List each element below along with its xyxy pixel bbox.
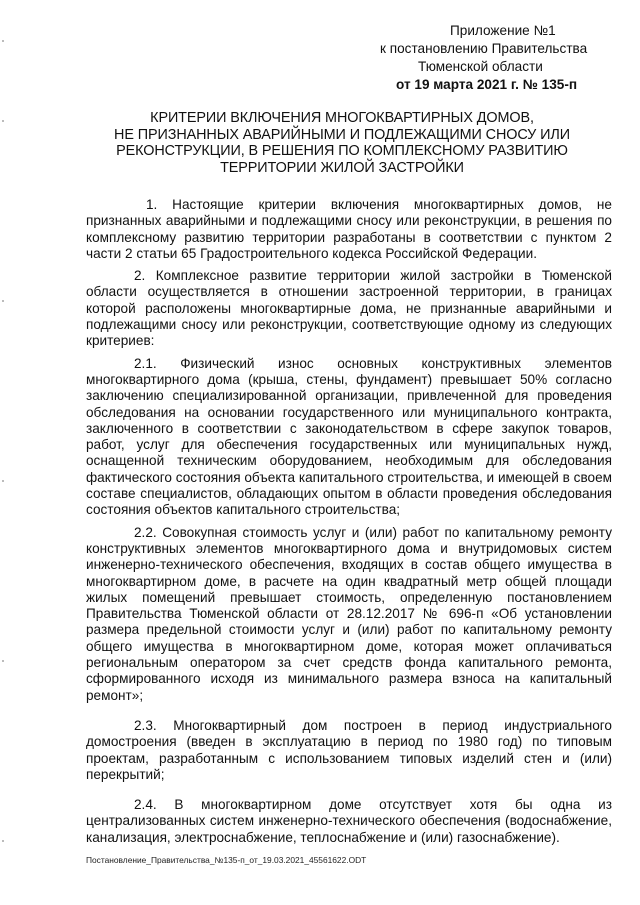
- title-line: ТЕРРИТОРИИ ЖИЛОЙ ЗАСТРОЙКИ: [220, 159, 464, 176]
- title-line: РЕКОНСТРУКЦИИ, В РЕШЕНИЯ ПО КОМПЛЕКСНОМУ РАЗВИТИЮ: [116, 143, 568, 159]
- appendix-date: от 19 марта 2021 г. № 135-п: [396, 77, 578, 92]
- appendix-region: Тюменской области: [418, 59, 543, 74]
- scan-mark: [2, 120, 4, 122]
- paragraph-2-4: 2.4. В многоквартирном доме отсутствует хотя бы одна из централизованных систем инженерно-технического обеспечения (водоснабжение, канализация, электроснабжение, теплоснабжение и (или) газоснабжение).: [86, 797, 612, 845]
- paragraph-2-1: 2.1. Физический износ основных конструктивных элементов многоквартирного дома (крыша, стены, фундамент) превышает 50% согласно заключению специализированной организации, привлеченной для проведения обследования на основании государственного или муниципального контракта, заключенного в соответствии с законодательством в сфере закупок товаров, работ, услуг для обеспечения государственных или муниципальных нужд, оснащенной техническим оборудованием, необходимым для обследования фактического состояния объекта капитального строительства, и имеющей в своем составе специалистов, обладающих опытом в области проведения обследования состояния объектов капитального строительства;: [86, 355, 612, 518]
- document-title: [86, 110, 598, 176]
- appendix-number: Приложение №1: [450, 23, 556, 38]
- appendix-resolution: к постановлению Правительства: [380, 41, 588, 56]
- scan-mark: [2, 840, 4, 842]
- paragraph-2-3: 2.3. Многоквартирный дом построен в период индустриального домостроения (введен в эксплуатацию в период по 1980 год) по типовым проектам, разработанным с использованием типовых изделий стен и (или) перекрытий;: [86, 717, 612, 782]
- appendix-header: [370, 22, 610, 94]
- paragraph-2-2: 2.2. Совокупная стоимость услуг и (или) работ по капитальному ремонту конструктивных элементов многоквартирного дома и внутридомовых систем инженерно-технического обеспечения, входящих в состав общего имущества в многоквартирном доме, в расчете на один квадратный метр общей площади жилых помещений превышает стоимость, определенную постановлением Правительства Тюменской области от 28.12.2017 № 696-п «Об установлении размера предельной стоимости услуг и (или) работ по капитальному ремонту общего имущества в многоквартирном доме, которая может оплачиваться региональным оператором за счет средств фонда капитального ремонта, сформированного исходя из минимального размера взноса на капитальный ремонт»;: [86, 524, 612, 703]
- scan-mark: [2, 40, 4, 42]
- paragraph-1: 1. Настоящие критерии включения многоквартирных домов, не признанных аварийными и подлежащими сносу или реконструкции, в решения по комплексному развитию территории разработаны в соответствии с пунктом 2 части 2 статьи 65 Градостроительного кодекса Российской Федерации.: [86, 197, 612, 261]
- scan-mark: [2, 300, 4, 302]
- scan-mark: [2, 660, 4, 662]
- title-line: КРИТЕРИИ ВКЛЮЧЕНИЯ МНОГОКВАРТИРНЫХ ДОМОВ,: [150, 110, 534, 126]
- document-body: [86, 197, 612, 852]
- paragraph-2: 2. Комплексное развитие территории жилой застройки в Тюменской области осуществляется в отношении застроенной территории, в границах которой расположены многоквартирные дома, не признанные аварийными и подлежащими сносу или реконструкции, соответствующие одному из следующих критериев:: [86, 268, 612, 349]
- scan-mark: [2, 480, 4, 482]
- file-footer: Постановление_Правительства_№135-п_от_19.03.2021_45561622.ODT: [86, 855, 367, 865]
- title-line: НЕ ПРИЗНАННЫХ АВАРИЙНЫМИ И ПОДЛЕЖАЩИМИ СНОСУ ИЛИ: [114, 126, 570, 143]
